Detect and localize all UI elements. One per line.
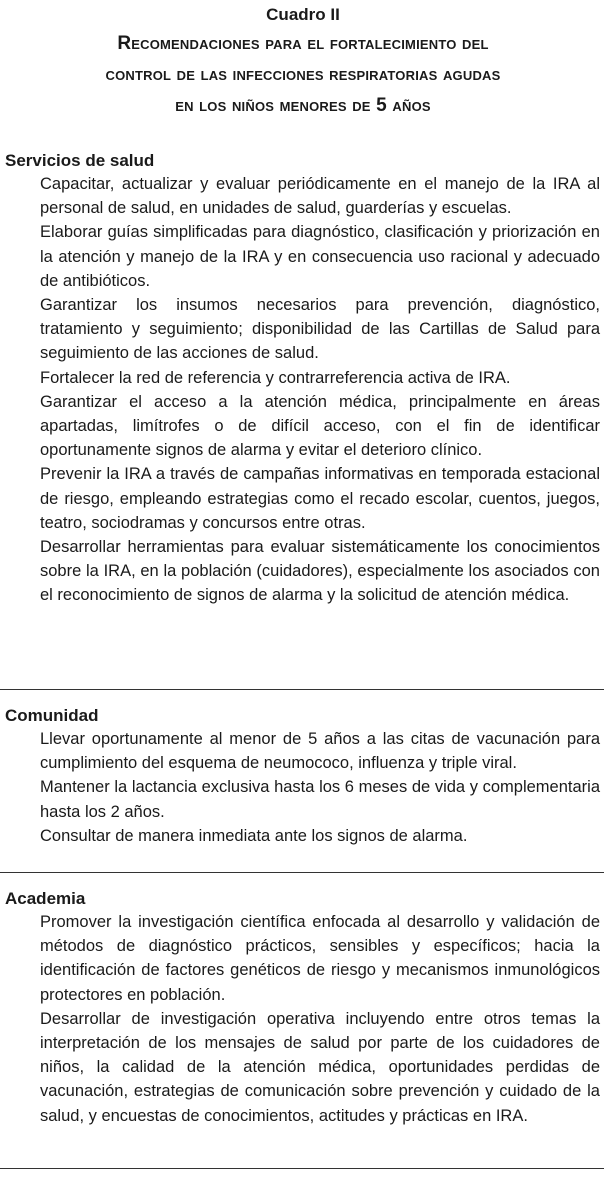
table-header <box>0 0 606 121</box>
section-servicios-de-salud <box>0 150 604 608</box>
section-divider <box>0 1168 604 1169</box>
section-divider <box>0 689 604 690</box>
list-item: Desarrollar de investigación operativa incluyendo entre otros temas la interpretación de los mensajes de salud por parte de los cuidadores de niños, la calidad de la atención médica, oportunidades perdidas de vacunación, estrategias de comunicación sobre prevención y cuidado de la salud, y encuestas de conocimientos, actitudes y prácticas en IRA. <box>40 1009 600 1125</box>
list-item: Capacitar, actualizar y evaluar periódicamente en el manejo de la IRA al personal de salud, en unidades de salud, guarderías y escuelas. <box>40 175 600 218</box>
section-heading: Comunidad <box>5 706 99 725</box>
table-title <box>0 28 606 121</box>
section-items <box>0 727 604 848</box>
section-academia <box>0 888 604 1128</box>
section-divider <box>0 872 604 873</box>
list-item: Fortalecer la red de referencia y contrarreferencia activa de IRA. <box>40 368 511 387</box>
section-heading: Servicios de salud <box>5 151 155 170</box>
section-comunidad <box>0 705 604 848</box>
section-heading: Academia <box>5 889 86 908</box>
list-item: Llevar oportunamente al menor de 5 años a las citas de vacunación para cumplimiento del esquema de neumococo, influenza y triple viral. <box>40 730 600 773</box>
list-item: Consultar de manera inmediata ante los signos de alarma. <box>40 826 468 845</box>
list-item: Elaborar guías simplificadas para diagnóstico, clasificación y priorización en la atención y manejo de la IRA y en consecuencia uso racional y adecuado de antibióticos. <box>40 223 600 290</box>
table-title-line: control de las infecciones respiratorias agudas <box>105 64 501 85</box>
list-item: Desarrollar herramientas para evaluar sistemáticamente los conocimientos sobre la IRA, en la población (cuidadores), especialmente los asociados con el reconocimiento de signos de alarma y la solicitud de atención médica. <box>40 538 600 605</box>
table-title-line: Recomendaciones para el fortalecimiento del <box>117 33 489 54</box>
table-label: Cuadro II <box>266 5 340 24</box>
list-item: Garantizar el acceso a la atención médica, principalmente en áreas apartadas, limítrofes o de difícil acceso, con el fin de identificar oportunamente signos de alarma y evitar el deterioro clínico. <box>40 392 600 460</box>
section-items <box>0 910 604 1128</box>
list-item: Mantener la lactancia exclusiva hasta los 6 meses de vida y complementaria hasta los 2 años. <box>40 778 600 821</box>
list-item: Garantizar los insumos necesarios para prevención, diagnóstico, tratamiento y seguimiento; disponibilidad de las Cartillas de Salud para seguimiento de las acciones de salud. <box>40 296 600 363</box>
table-title-line: en los niños menores de 5 años <box>175 95 431 116</box>
list-item: Promover la investigación científica enfocada al desarrollo y validación de métodos de diagnóstico prácticos, sensibles y específicos; hacia la identificación de factores genéticos de riesgo y mecanismos inmunológicos protectores en población. <box>40 913 600 1004</box>
list-item: Prevenir la IRA a través de campañas informativas en temporada estacional de riesgo, empleando estrategias como el recado escolar, cuentos, juegos, teatro, sociodramas y concursos entre otras. <box>40 465 600 532</box>
section-items <box>0 172 604 608</box>
